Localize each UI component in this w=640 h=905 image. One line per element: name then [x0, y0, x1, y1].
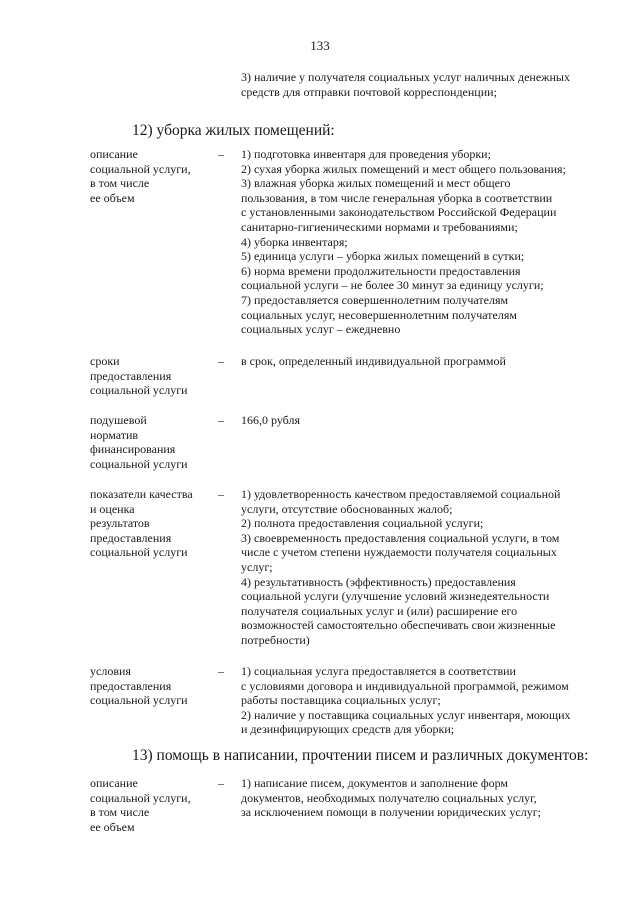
- label-line: предоставления: [90, 530, 172, 545]
- content-line: получателя социальных услуг и (или) расширение его: [241, 603, 518, 618]
- content-line: 1) написание писем, документов и заполнение форм: [241, 776, 509, 790]
- row-label: [90, 354, 230, 398]
- content-line: потребности): [241, 632, 310, 647]
- content-line: в срок, определенный индивидуальной программой: [241, 354, 506, 368]
- intro-line: средств для отправки почтовой корреспонденции;: [241, 84, 497, 99]
- row-content: [241, 354, 598, 369]
- label-line: норматив: [90, 427, 139, 442]
- row-content: [241, 147, 598, 337]
- label-line: ее объем: [90, 819, 135, 834]
- content-line: 6) норма времени продолжительности предоставления: [241, 263, 521, 278]
- row-label: [90, 487, 230, 560]
- label-line: сроки: [90, 354, 120, 368]
- row-dash: –: [218, 487, 224, 501]
- content-line: 2) полнота предоставления социальной услуги;: [241, 516, 484, 531]
- content-line: 1) удовлетворенность качеством предоставляемой социальной: [241, 487, 561, 501]
- section-13-heading: 13) помощь в написании, прочтении писем и различных документов:: [132, 747, 589, 764]
- content-line: 1) подготовка инвентаря для проведения уборки;: [241, 147, 491, 161]
- content-line: 7) предоставляется совершеннолетним получателям: [241, 292, 509, 307]
- content-line: 166,0 рубля: [241, 413, 300, 427]
- label-line: предоставления: [90, 368, 172, 383]
- row-content: [241, 776, 598, 820]
- row-content: [241, 413, 598, 428]
- content-line: и дезинфицирующих средств для уборки;: [241, 722, 455, 737]
- content-line: социальной услуги (улучшение условий жизнедеятельности: [241, 589, 550, 604]
- content-line: 3) своевременность предоставления социальной услуги, в том: [241, 530, 560, 545]
- label-line: предоставления: [90, 678, 172, 693]
- section-12-heading: 12) уборка жилых помещений:: [132, 122, 335, 139]
- page-number: 133: [310, 38, 330, 53]
- content-line: услуг;: [241, 559, 273, 574]
- label-line: подушевой: [90, 413, 147, 427]
- label-line: показатели качества: [90, 487, 193, 501]
- row-dash: –: [218, 413, 224, 427]
- content-line: 4) уборка инвентаря;: [241, 234, 348, 249]
- content-line: социальных услуг, несовершеннолетним получателям: [241, 307, 517, 322]
- label-line: описание: [90, 776, 138, 790]
- label-line: в том числе: [90, 176, 150, 191]
- content-line: 4) результативность (эффективность) предоставления: [241, 574, 516, 589]
- label-line: социальной услуги,: [90, 790, 191, 805]
- content-line: за исключением помощи в получении юридических услуг;: [241, 805, 541, 820]
- content-line: социальных услуг – ежедневно: [241, 322, 401, 337]
- row-dash: –: [218, 776, 224, 790]
- label-line: социальной услуги,: [90, 161, 191, 176]
- content-line: 1) социальная услуга предоставляется в соответствии: [241, 664, 516, 678]
- label-line: социальной услуги: [90, 693, 188, 708]
- row-label: [90, 664, 230, 708]
- row-dash: –: [218, 354, 224, 368]
- label-line: в том числе: [90, 805, 150, 820]
- label-line: и оценка: [90, 501, 135, 516]
- content-line: 2) сухая уборка жилых помещений и мест общего пользования;: [241, 161, 566, 176]
- intro-line: 3) наличие у получателя социальных услуг наличных денежных: [241, 70, 570, 84]
- row-label: [90, 776, 230, 834]
- content-line: услуги, отсутствие обоснованных жалоб;: [241, 501, 453, 516]
- content-line: возможностей самостоятельно обеспечивать свои жизненные: [241, 618, 556, 633]
- label-line: финансирования: [90, 442, 176, 457]
- label-line: результатов: [90, 516, 150, 531]
- row-content: [241, 487, 598, 648]
- label-line: описание: [90, 147, 138, 161]
- content-line: работы поставщика социальных услуг;: [241, 693, 441, 708]
- row-dash: –: [218, 664, 224, 678]
- content-line: пользования, в том числе генеральная уборка в соответствии: [241, 190, 553, 205]
- content-line: 3) влажная уборка жилых помещений и мест общего: [241, 176, 511, 191]
- label-line: социальной услуги: [90, 545, 188, 560]
- content-line: социальной услуги – не более 30 минут за единицу услуги;: [241, 278, 544, 293]
- label-line: социальной услуги: [90, 456, 188, 471]
- content-line: 2) наличие у поставщика социальных услуг инвентаря, моющих: [241, 707, 571, 722]
- row-content: [241, 664, 598, 737]
- row-dash: –: [218, 147, 224, 161]
- content-line: санитарно-гигиеническими нормами и требованиями;: [241, 219, 518, 234]
- content-line: числе с учетом степени нуждаемости получателя социальных: [241, 545, 557, 560]
- content-line: с условиями договора и индивидуальной программой, режимом: [241, 678, 569, 693]
- row-label: [90, 413, 230, 471]
- row-label: [90, 147, 230, 205]
- content-line: с установленными законодательством Российской Федерации: [241, 205, 557, 220]
- intro-paragraph: [241, 70, 601, 99]
- label-line: ее объем: [90, 190, 135, 205]
- content-line: 5) единица услуги – уборка жилых помещений в сутки;: [241, 249, 525, 264]
- content-line: документов, необходимых получателю социальных услуг,: [241, 790, 537, 805]
- label-line: социальной услуги: [90, 383, 188, 398]
- label-line: условия: [90, 664, 131, 678]
